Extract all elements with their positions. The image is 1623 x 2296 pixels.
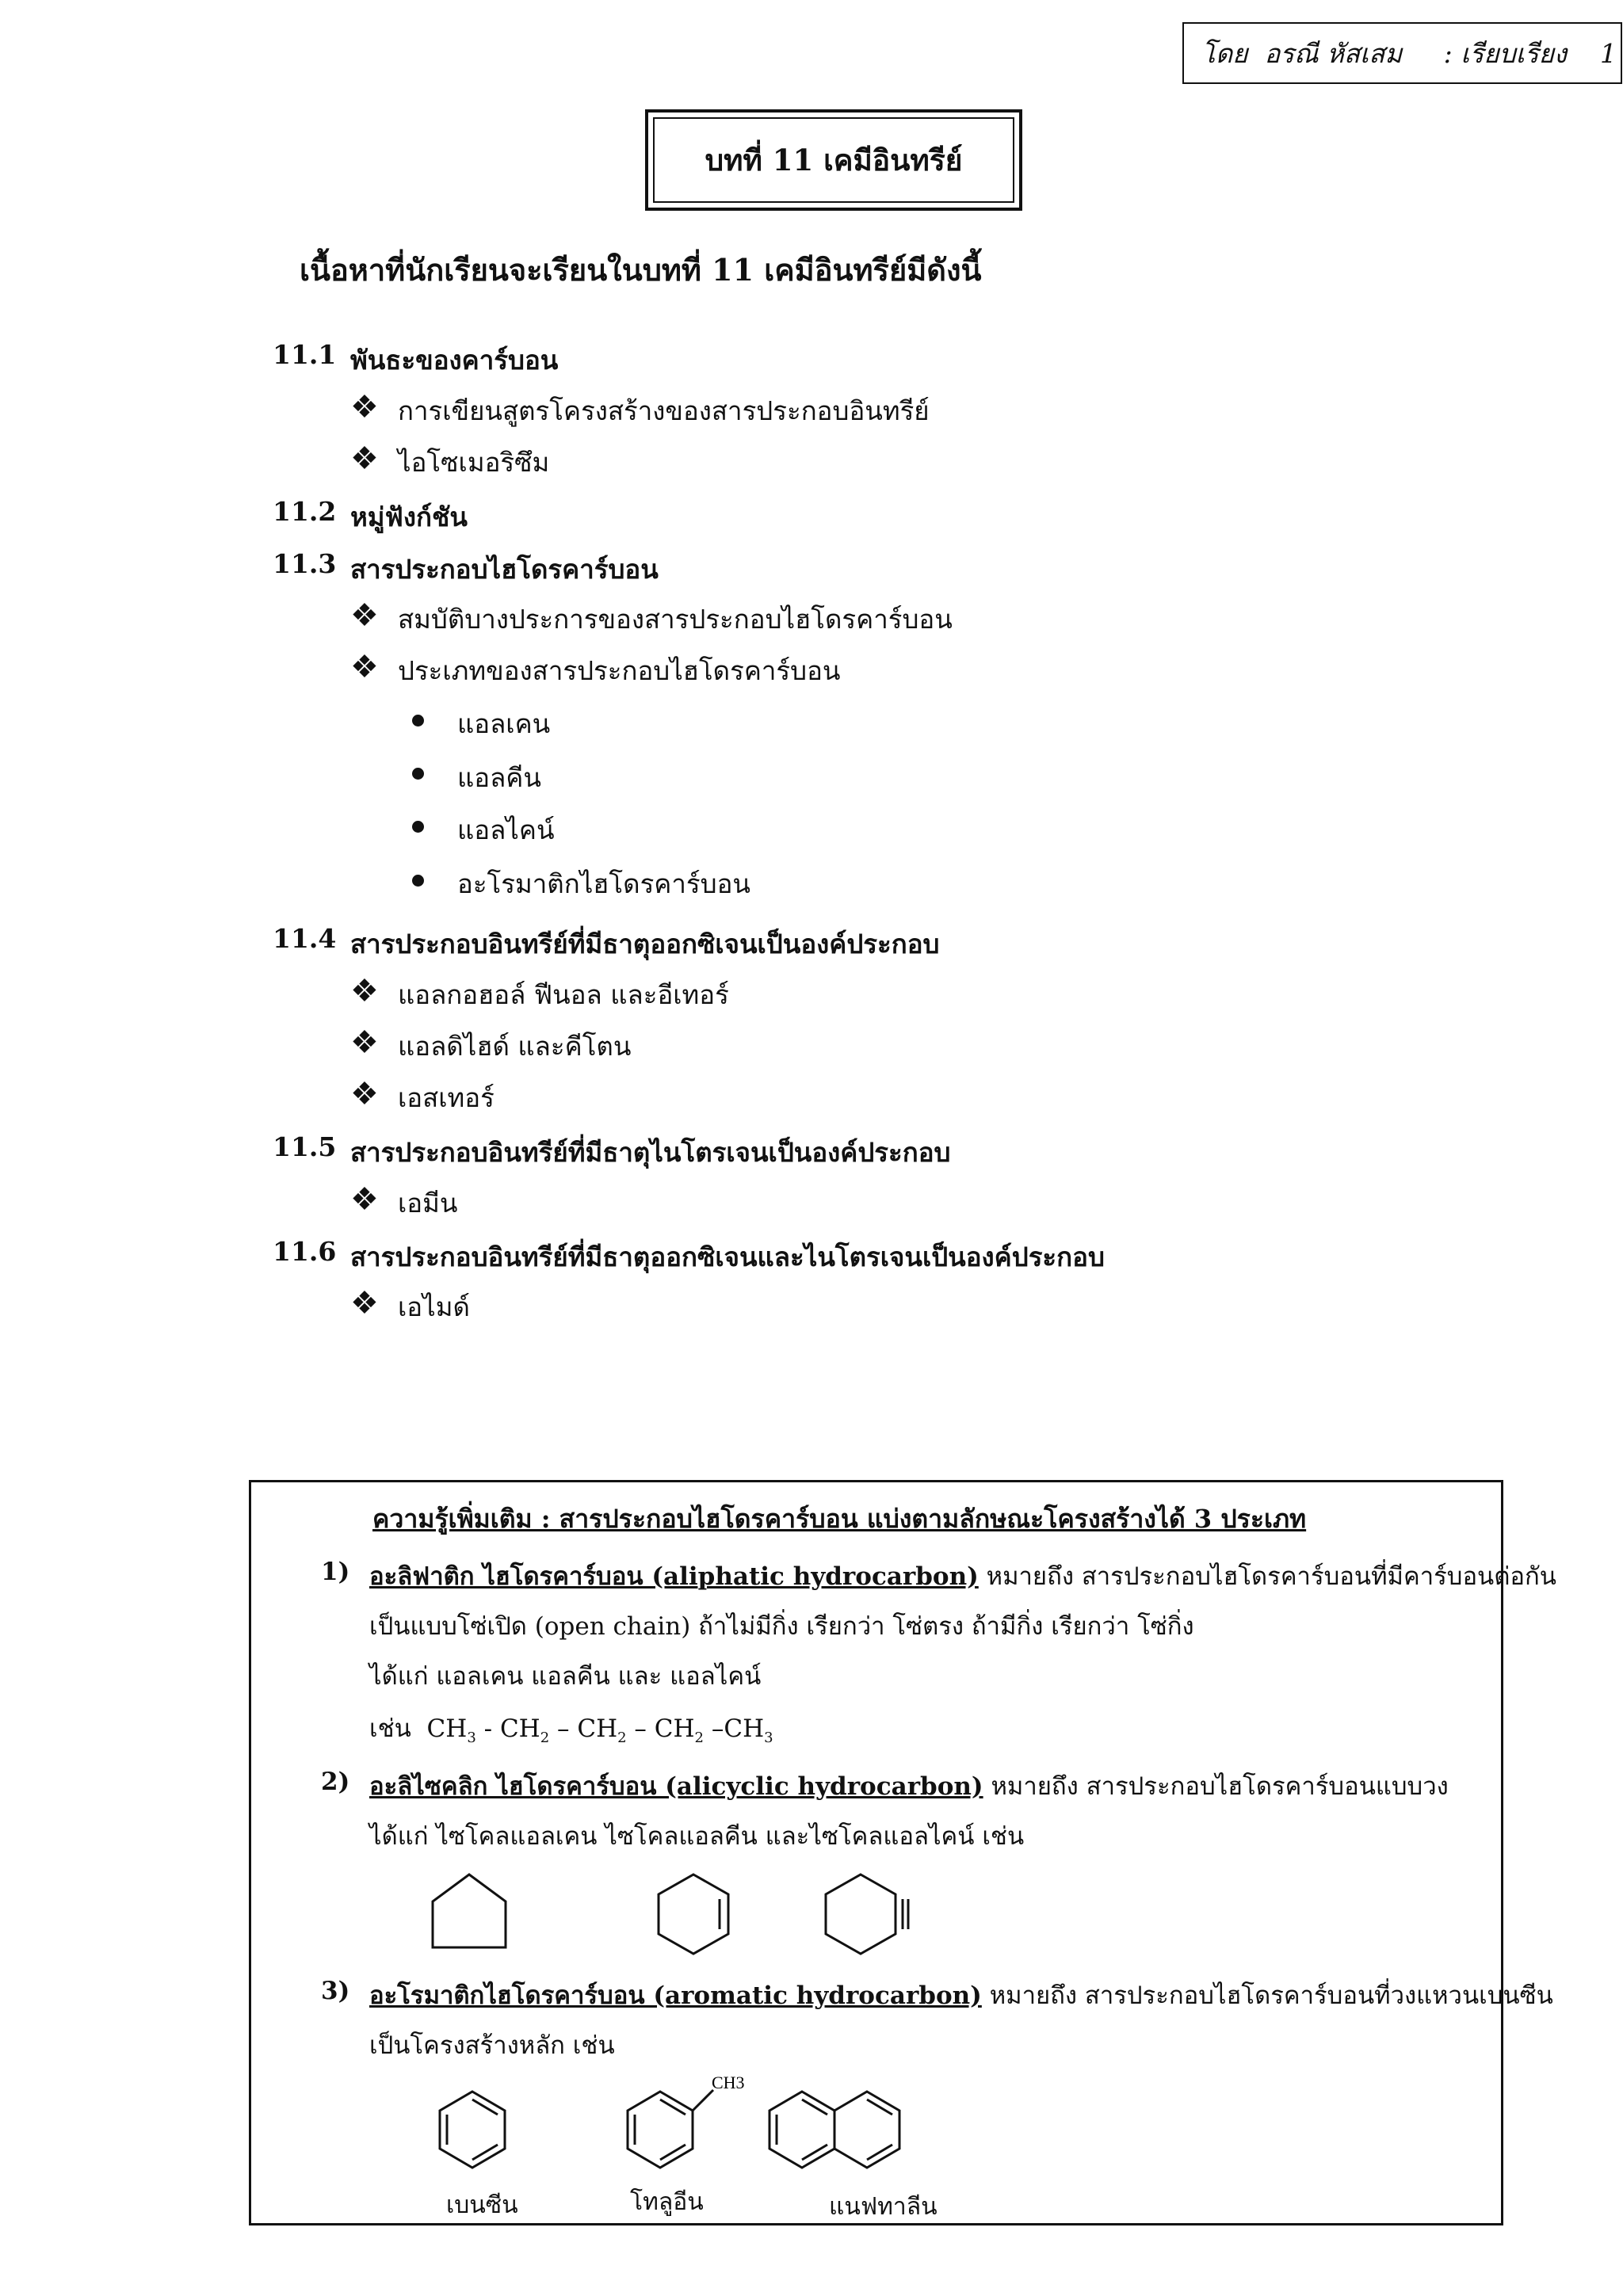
cyclic-structures xyxy=(420,1870,959,1957)
info-item-number: 2) xyxy=(321,1768,350,1796)
info-item-text: ได้แก่ แอลเคน แอลคีน และ แอลไคน์ xyxy=(369,1662,762,1691)
info-item-first-line xyxy=(369,1556,1556,1596)
list-item: สมบัติบางประการของสารประกอบไฮโดรคาร์บอน xyxy=(398,604,953,635)
section-title: พันธะของคาร์บอน xyxy=(350,345,559,376)
list-item: การเขียนสูตรโครงสร้างของสารประกอบอินทรีย์ xyxy=(398,395,930,426)
header-page-number: 1 xyxy=(1600,37,1617,69)
list-item: เอมีน xyxy=(398,1188,458,1219)
diamond-bullet-icon: ❖ xyxy=(350,649,379,685)
list-item: แอลดิไฮด์ และคีโตน xyxy=(398,1031,632,1062)
list-item: เอไมด์ xyxy=(398,1291,470,1322)
info-item-text: หมายถึง สารประกอบไฮโดรคาร์บอนแบบวง xyxy=(983,1772,1449,1801)
methyl-label: CH3 xyxy=(712,2073,745,2092)
section-number: 11.3 xyxy=(273,548,337,579)
section-title: สารประกอบอินทรีย์ที่มีธาตุออกซิเจนและไนโตรเจนเป็นองค์ประกอบ xyxy=(350,1241,1105,1272)
dot-bullet-icon xyxy=(412,715,424,727)
info-box-title: ความรู้เพิ่มเติม : สารประกอบไฮโดรคาร์บอน แบ่งตามลักษณะโครงสร้างได้ 3 ประเภท xyxy=(372,1504,1307,1534)
aromatic-structures xyxy=(420,2068,959,2179)
list-item: ไอโซเมอริซึม xyxy=(398,447,550,478)
diamond-bullet-icon: ❖ xyxy=(350,441,379,477)
info-item-text: เป็นโครงสร้างหลัก เช่น xyxy=(369,2031,615,2060)
sub-list-item: อะโรมาติกไฮโดรคาร์บอน xyxy=(457,868,750,899)
diamond-bullet-icon: ❖ xyxy=(350,1076,379,1112)
condensed-formula: $CH_3 - CH_2 - CH_2 - CH_2$ $-CH_3$ xyxy=(426,1714,773,1747)
cyclopentane-structure xyxy=(433,1875,506,1947)
diamond-bullet-icon: ❖ xyxy=(350,389,379,425)
sub-list-item: แอลเคน xyxy=(457,708,551,739)
sub-list-item: แอลคีน xyxy=(457,762,541,793)
diamond-bullet-icon: ❖ xyxy=(350,1285,379,1322)
list-item: เอสเทอร์ xyxy=(398,1082,495,1113)
dot-bullet-icon xyxy=(412,821,424,833)
list-item: ประเภทของสารประกอบไฮโดรคาร์บอน xyxy=(398,655,841,686)
formula-line xyxy=(369,1708,773,1748)
sub-list-item: แอลไคน์ xyxy=(457,814,555,845)
header-role: เรียบเรียง xyxy=(1461,37,1568,69)
info-item-first-line xyxy=(369,1975,1553,2015)
info-item-text: หมายถึง สารประกอบไฮโดรคาร์บอนที่วงแหวนเบนซีน xyxy=(981,1981,1553,2010)
info-item-number: 3) xyxy=(321,1977,350,2005)
section-number: 11.4 xyxy=(273,923,337,954)
diamond-bullet-icon: ❖ xyxy=(350,597,379,634)
info-item-first-line xyxy=(369,1766,1449,1806)
diamond-bullet-icon: ❖ xyxy=(350,1024,379,1061)
diamond-bullet-icon: ❖ xyxy=(350,973,379,1009)
example-prefix: เช่น xyxy=(369,1714,411,1743)
header-author-label: โดย xyxy=(1201,37,1248,69)
section-number: 11.6 xyxy=(273,1236,337,1267)
naphthalene-structure xyxy=(769,2092,899,2168)
dot-bullet-icon xyxy=(412,768,424,780)
cyclohexene-structure xyxy=(659,1875,728,1954)
toluene-label: โทลูอีน xyxy=(630,2188,704,2216)
section-title: หมู่ฟังก์ชัน xyxy=(350,502,468,532)
chapter-title-box xyxy=(645,109,1022,211)
list-item: แอลกอฮอล์ ฟีนอล และอีเทอร์ xyxy=(398,979,729,1010)
section-number: 11.2 xyxy=(273,496,337,527)
toluene-structure xyxy=(628,2073,745,2168)
dot-bullet-icon xyxy=(412,875,424,887)
info-item-text: หมายถึง สารประกอบไฮโดรคาร์บอนที่มีคาร์บอนต่อกัน xyxy=(978,1562,1556,1591)
section-title: สารประกอบอินทรีย์ที่มีธาตุออกซิเจนเป็นองค์ประกอบ xyxy=(350,929,940,959)
benzene-label: เบนซีน xyxy=(446,2191,518,2219)
section-title: สารประกอบอินทรีย์ที่มีธาตุไนโตรเจนเป็นองค์ประกอบ xyxy=(350,1137,951,1168)
info-item-text: เป็นแบบโซ่เปิด (open chain) ถ้าไม่มีกิ่ง เรียกว่า โซ่ตรง ถ้ามีกิ่ง เรียกว่า โซ่กิ่ง xyxy=(369,1612,1194,1641)
naphthalene-label: แนฟทาลีน xyxy=(829,2193,938,2221)
header-separator: : xyxy=(1443,37,1453,69)
header-author-name: อรณี หัสเสม xyxy=(1264,37,1403,69)
info-item-term: อะโรมาติกไฮโดรคาร์บอน (aromatic hydrocarbon) xyxy=(369,1981,982,2010)
section-number: 11.1 xyxy=(273,339,337,370)
page-header xyxy=(1182,22,1622,84)
info-item-term: อะลิไซคลิก ไฮโดรคาร์บอน (alicyclic hydrocarbon) xyxy=(369,1772,983,1801)
intro-text: เนื้อหาที่นักเรียนจะเรียนในบทที่ 11 เคมีอินทรีย์มีดังนี้ xyxy=(300,252,982,288)
section-number: 11.5 xyxy=(273,1131,337,1162)
section-title: สารประกอบไฮโดรคาร์บอน xyxy=(350,554,659,585)
diamond-bullet-icon: ❖ xyxy=(350,1181,379,1218)
info-item-number: 1) xyxy=(321,1558,350,1586)
cyclohexyne-structure xyxy=(826,1875,908,1954)
chapter-title: บทที่ 11 เคมีอินทรีย์ xyxy=(653,117,1014,203)
benzene-structure xyxy=(440,2092,505,2168)
info-item-term: อะลิฟาติก ไฮโดรคาร์บอน (aliphatic hydrocarbon) xyxy=(369,1562,979,1591)
info-item-text: ได้แก่ ไซโคลแอลเคน ไซโคลแอลคีน และไซโคลแอลไคน์ เช่น xyxy=(369,1822,1025,1851)
